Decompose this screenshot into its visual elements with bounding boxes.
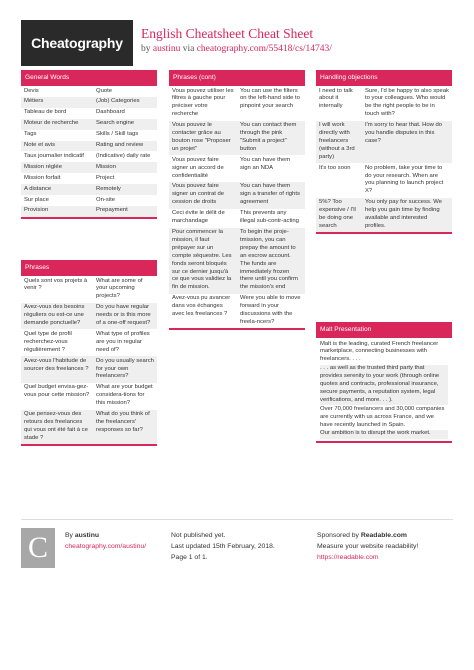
translation-cell: What do you think of the freelancers' responses so far? — [96, 411, 150, 433]
table-row — [169, 294, 305, 329]
phrases-cont-title: Phrases (cont) — [169, 70, 305, 86]
table-row — [21, 184, 157, 195]
table-row — [169, 182, 305, 209]
term-cell: Avez-vous l'habitude de sourcer des freelances ? — [24, 357, 89, 372]
table-row — [21, 303, 157, 330]
phrases-cont-table — [169, 86, 305, 328]
translation-cell: Quote — [96, 87, 113, 94]
translation-cell: What type of profiles are you in regular need of? — [96, 330, 150, 353]
term-cell: Taux journalier indicatif — [24, 152, 84, 159]
translation-cell: I'm sorry to hear that. How do you handle disputes in this case? — [365, 122, 443, 144]
footer-author-name[interactable]: austinu — [74, 532, 99, 539]
table-row — [169, 121, 305, 156]
translation-cell: This prevents any illegal sub-contr-acting — [240, 210, 299, 225]
author-link[interactable]: austinu — [152, 44, 181, 54]
translation-cell: Do you have regular needs or is this more of a one-off request? — [96, 304, 151, 327]
term-cell: Tags — [24, 131, 37, 138]
table-row — [21, 141, 157, 152]
sponsor-prefix: Sponsored by — [317, 532, 361, 539]
translation-cell: (Job) Categories — [96, 98, 140, 105]
table-row — [316, 86, 452, 121]
translation-cell: Search engine — [96, 120, 134, 127]
general-words-table — [21, 86, 157, 217]
sponsor-name[interactable]: Readable.com — [360, 532, 407, 539]
term-cell: Mission réglée — [24, 163, 62, 170]
malt-paragraph: Malt is the leading, curated French freelancer marketplace, connecting businesses with freelancers. . . . — [320, 340, 439, 363]
table-row — [21, 86, 157, 97]
term-cell: Vous pouvez le contacter grâce au bouton rose "Proposer un projet" — [172, 122, 231, 152]
table-row — [21, 119, 157, 130]
table-row — [21, 195, 157, 206]
footer-sponsor — [317, 530, 418, 563]
term-cell: Note et avis — [24, 142, 56, 149]
translation-cell: To begin the proje-tmission, you can prepay the amount to an escrow account. The funds are immediately frozen there until you confirm the mission's end — [240, 229, 298, 291]
sheet-url-link[interactable]: cheatography.com/55418/cs/14743/ — [196, 44, 332, 54]
header — [21, 20, 453, 66]
term-cell: Métiers — [24, 98, 44, 105]
term-cell: 5%? Too expensive / I'll be doing one search — [319, 199, 356, 229]
translation-cell: You can have them sign an NDA — [240, 156, 291, 171]
table-row — [21, 383, 157, 410]
byline — [141, 44, 332, 54]
term-cell: I need to talk about it internally — [319, 87, 353, 110]
translation-cell: You can have them sign a transfer of rights agreement — [240, 183, 300, 206]
footer-author — [65, 530, 146, 552]
term-cell: Devis — [24, 87, 39, 94]
term-cell: Provision — [24, 207, 49, 214]
term-cell: Quels sont vos projets à venir ? — [24, 277, 88, 292]
footer-author-link[interactable]: cheatography.com/austinu/ — [65, 543, 147, 550]
last-updated: Last updated 15th February, 2018. — [171, 543, 275, 550]
term-cell: Quel type de profil recherchez-vous régulièrement ? — [24, 330, 72, 353]
table-row — [21, 410, 157, 445]
term-cell: Pour commencer la mission, il faut prépayer sur un compte séquestre. Les fonds seront bloqués sur ce dernier jusqu'à ce que vous validiez la fin de mission. — [172, 229, 232, 291]
table-row — [21, 130, 157, 141]
footer-meta — [171, 530, 275, 563]
table-row — [21, 329, 157, 356]
phrases-title: Phrases — [21, 260, 157, 276]
term-cell: Quel budget envisa-gez-vous pour cette mission? — [24, 384, 90, 399]
term-cell: A distance — [24, 185, 52, 192]
malt-paragraph: Over 70,000 freelancers and 30,000 companies are currently with us across France, and we have recently launched in Spain. — [320, 405, 445, 428]
handling-objections-box — [316, 70, 452, 234]
translation-cell: Were you able to move forward in your discussions with the freela-ncers? — [240, 295, 301, 325]
table-row — [21, 206, 157, 217]
table-row — [316, 121, 452, 164]
term-cell: Vous pouvez faire signer un contrat de cession de droits — [172, 183, 225, 206]
general-words-title: General Words — [21, 70, 157, 86]
table-row — [316, 163, 452, 198]
translation-cell: Mission — [96, 163, 116, 170]
table-row — [21, 276, 157, 303]
general-words-box — [21, 70, 157, 219]
page-title: English Cheatsheet Cheat Sheet — [141, 26, 314, 41]
translation-cell: Do you usually search for your own freelancers? — [96, 357, 154, 380]
sponsor-tagline: Measure your website readability! — [317, 543, 419, 550]
table-row — [21, 356, 157, 383]
table-row — [21, 173, 157, 184]
term-cell: Que pensez-vous des retours des freelances qui vous ont été fait à ce stade ? — [24, 411, 88, 441]
translation-cell: You can use the filters on the left-hand side to pinpoint your search — [240, 87, 300, 110]
translation-cell: You only pay for success. We help you gain time by finding available and interested profiles. — [365, 199, 442, 229]
malt-paragraph: . . . as well as the trusted third party that provides serenity to your work (through online quotes and contracts, professional insurance, secure payments, a reputation system, legal verifications, and more. . . ). — [320, 365, 448, 406]
table-row — [21, 151, 157, 162]
malt-presentation-title: Malt Presentation — [316, 322, 452, 338]
translation-cell: Project — [96, 174, 115, 181]
term-cell: I will work directly with freelancers (without a 3rd party) — [319, 122, 355, 160]
author-avatar: C — [21, 528, 55, 568]
page-number: Page 1 of 1. — [171, 554, 208, 561]
malt-paragraph: Our ambition is to disrupt the work market. — [320, 430, 448, 439]
term-cell: Avez-vous pu avancer dans vos échanges avec les freelances ? — [172, 295, 231, 318]
footer-by-label: By — [65, 532, 75, 539]
translation-cell: Remotely — [96, 185, 121, 192]
term-cell: Vous pouvez utiliser les filtres à gauche pour préciser votre recherche — [172, 87, 234, 118]
phrases-box — [21, 260, 157, 446]
table-row — [21, 162, 157, 173]
table-row — [316, 198, 452, 233]
table-row — [21, 97, 157, 108]
handling-objections-title: Handling objections — [316, 70, 452, 86]
malt-presentation-body — [316, 338, 452, 441]
translation-cell: Prepayment — [96, 207, 128, 214]
translation-cell: You can contact them through the pink "Submit a project" button — [240, 122, 297, 152]
term-cell: Vous pouvez faire signer un accord de confidentialité — [172, 156, 224, 179]
table-row — [169, 228, 305, 294]
published-status: Not published yet. — [171, 532, 226, 539]
term-cell: Sur place — [24, 196, 49, 203]
byline-via: via — [180, 44, 197, 54]
table-row — [21, 108, 157, 119]
phrases-table — [21, 276, 157, 444]
malt-presentation-box — [316, 322, 452, 443]
term-cell: It's too soon — [319, 164, 351, 171]
sponsor-link[interactable]: https://readable.com — [317, 554, 379, 561]
translation-cell: On-site — [96, 196, 115, 203]
byline-prefix: by — [141, 44, 153, 54]
translation-cell: Sure, I'd be happy to also speak to your colleagues. Who would be the right people to be in touch with? — [365, 87, 449, 118]
cheatography-logo[interactable]: Cheatography — [21, 20, 133, 66]
translation-cell: Rating and review — [96, 142, 144, 149]
phrases-cont-box — [169, 70, 305, 330]
translation-cell: Skills / Skill tags — [96, 131, 139, 138]
term-cell: Moteur de recherche — [24, 120, 79, 127]
table-row — [169, 209, 305, 228]
term-cell: Ceci évite le délit de marchandage — [172, 210, 225, 225]
table-row — [169, 86, 305, 121]
translation-cell: Dashboard — [96, 109, 125, 116]
translation-cell: No problem, take your time to do your research. When are you planning to launch project X? — [365, 164, 444, 195]
term-cell: Mission forfait — [24, 174, 61, 181]
term-cell: Avez-vous des besoins réguliers ou est-ce une demande ponctuelle? — [24, 304, 85, 327]
translation-cell: (Indicative) daily rate — [96, 152, 151, 159]
translation-cell: What are some of your upcoming projects? — [96, 277, 143, 300]
term-cell: Tableau de bord — [24, 109, 67, 116]
footer — [21, 519, 453, 579]
table-row — [169, 155, 305, 182]
handling-objections-table — [316, 86, 452, 232]
translation-cell: What are your budget considera-tions for this mission? — [96, 384, 153, 407]
